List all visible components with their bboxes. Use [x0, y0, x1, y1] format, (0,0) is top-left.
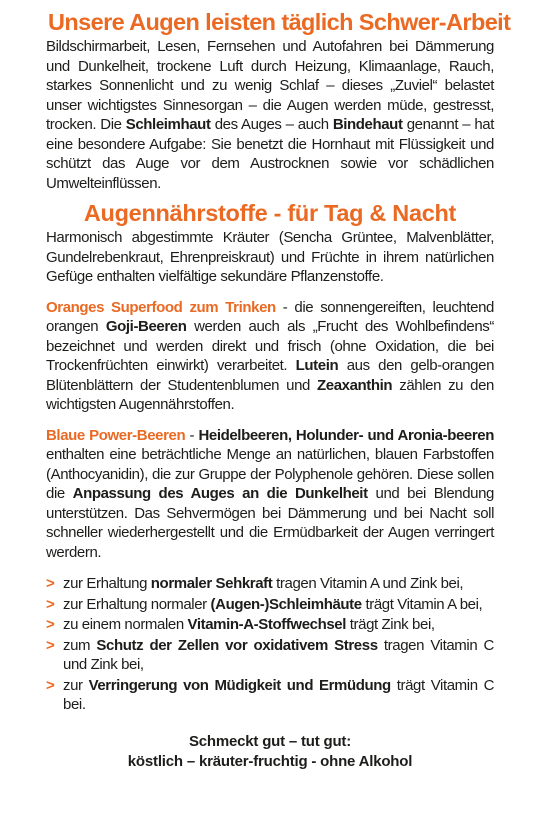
chevron-right-icon: > [46, 595, 55, 613]
berries-text-3: und bei Blendung unterstützen. Das Sehvermögen bei Dämmerung und bei Nacht soll schneller wiederhergestellt und die Ermüdbarkeit der Augen verringert werdern. [46, 485, 494, 561]
claim-item: > zu einem normalen Vitamin-A-Stoffwechsel trägt Zink bei, [46, 616, 435, 633]
chevron-right-icon: > [46, 676, 55, 694]
claim-item: > zum Schutz der Zellen vor oxidativem Stress tragen Vitamin C und Zink bei, [46, 636, 494, 673]
superfood-text-2: werden auch als „Frucht des Wohlbefindens“ bezeichnet und werden direkt und frisch (ohne Oxidation, die bei Trockenfrüchten einwirkt) verarbeitet. [46, 318, 494, 374]
superfood-text-3: aus den gelb-orangen Blütenblättern der Studentenblumen und [46, 357, 495, 394]
intro-bold-bindehaut: Bindehaut [332, 116, 403, 133]
slogan-line-1: Schmeckt gut – tut gut: [188, 732, 352, 750]
health-claims-list [46, 574, 494, 715]
intro-text-3: genannt – hat eine besondere Aufgabe: Sie benetzt die Hornhaut mit Flüssigkeit und schützt das Auge vor dem Austrocknen sowie vor schädlichen Umwelteinflüssen. [46, 116, 494, 192]
claim-item: > zur Verringerung von Müdigkeit und Ermüdung trägt Vitamin C bei. [46, 676, 495, 713]
berries-text-1: - [185, 426, 199, 444]
berries-label: Blaue Power-Beeren [46, 426, 186, 444]
superfood-paragraph [46, 298, 494, 415]
superfood-bold-zeaxanthin: Zeaxanthin [317, 376, 393, 394]
intro-text-2: des Auges – auch [210, 116, 333, 133]
superfood-text-4: zählen zu den wichtigsten Augennährstoffen. [46, 376, 494, 413]
chevron-right-icon: > [46, 636, 55, 654]
claim-item: > zur Erhaltung normaler (Augen-)Schleimhäute trägt Vitamin A bei, [46, 595, 483, 613]
slogan-line-2: köstlich – kräuter-fruchtig - ohne Alkohol [127, 752, 413, 770]
sub-heading: Augennährstoffe - für Tag & Nacht [83, 200, 457, 226]
intro-bold-schleimhaut: Schleimhaut [125, 116, 211, 133]
closing-slogan [46, 732, 494, 772]
superfood-bold-goji: Goji-Beeren [105, 318, 187, 335]
berries-text-2: enthalten eine beträchtliche Menge an natürlichen, blauen Farbstoffen (Anthocyanidin), die zur Gruppe der Polyphenole gehören. Diese sollen die [46, 446, 494, 502]
superfood-bold-lutein: Lutein [295, 357, 339, 374]
chevron-right-icon: > [46, 575, 55, 592]
intro-paragraph [46, 37, 494, 193]
herbs-paragraph: Harmonisch abgestimmte Kräuter (Sencha Grüntee, Malvenblätter, Gundelrebenkraut, Ehrenpreiskraut) und Früchte in ihrem natürlichen Gefüge enthalten vielfältige sekundäre Pflanzenstoffe. [46, 229, 494, 285]
berries-bold-list: Heidelbeeren, Holunder- und Aronia-beeren [198, 426, 494, 444]
chevron-right-icon: > [46, 616, 55, 633]
claim-item: > zur Erhaltung normaler Sehkraft tragen Vitamin A und Zink bei, [46, 575, 464, 592]
berries-bold-adaptation: Anpassung des Auges an die Dunkelheit [72, 485, 368, 502]
superfood-label: Oranges Superfood zum Trinken [46, 298, 276, 316]
intro-text-1: Bildschirmarbeit, Lesen, Fernsehen und Autofahren bei Dämmerung und Dunkelheit, trockene Luft durch Heizung, Klimaanlage, Rauch, starkes Sonnenlicht und zu wenig Schlaf – dieses „Zuviel“ belastet unser wichtigstes Sinnesorgan – die Augen werden müde, gestresst, trocken. Die [46, 38, 494, 133]
superfood-text-1: - die sonnengereiften, leuchtend orangen [46, 298, 494, 335]
main-heading: Unsere Augen leisten täglich Schwer-Arbeit [48, 9, 511, 35]
berries-paragraph [46, 426, 494, 563]
